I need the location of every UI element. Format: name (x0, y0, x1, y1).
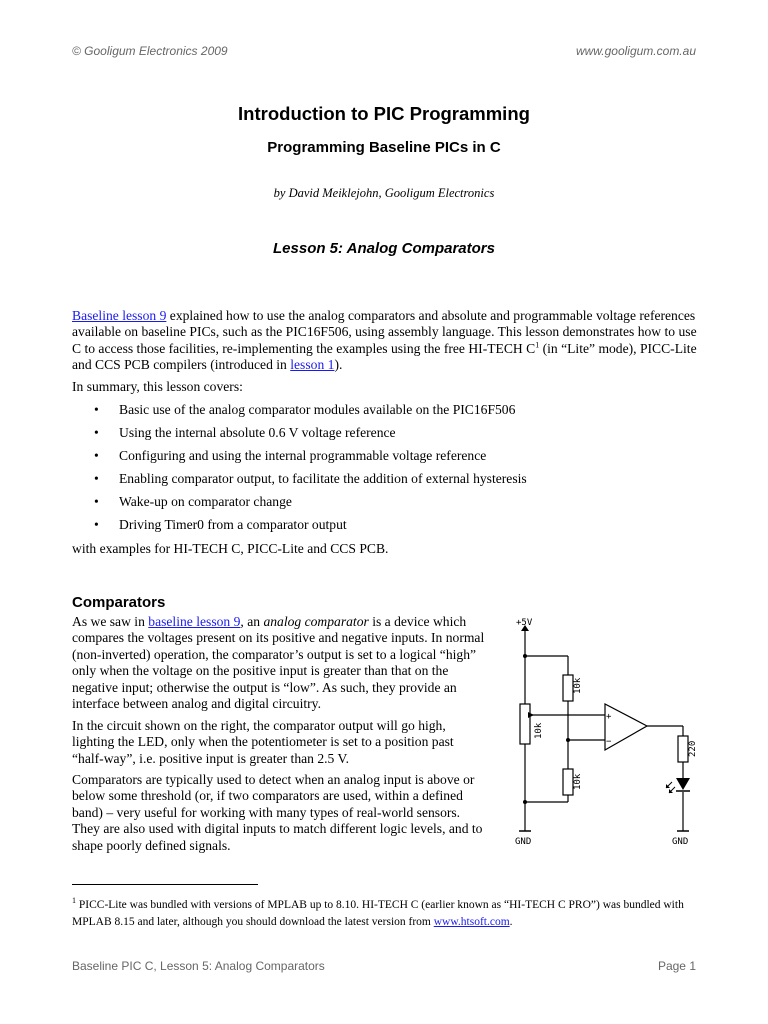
baseline-lesson-9-link-2[interactable]: baseline lesson 9 (148, 614, 241, 629)
intro-text-1: explained how to use the analog comparators and absolute and programmable voltage references available on baseline PICs, such as the PIC16F506, using assembly language. This lesson demonstrates how to use C to access those facilities, re-implementing the examples using the free HI-TECH C (72, 308, 697, 356)
bullet-icon: • (94, 471, 99, 486)
label-r-top: 10k (573, 677, 583, 694)
label-r-bottom: 10k (573, 773, 583, 790)
bullet-icon: • (94, 425, 99, 440)
label-minus: − (606, 737, 612, 747)
resistor-led (678, 736, 688, 762)
intro-paragraph (72, 308, 698, 374)
doc-subtitle: Programming Baseline PICs in C (267, 139, 501, 156)
footnote: $^1$ PICC-Lite was bundled with versions of MPLAB up to 8.10. HI-TECH C (earlier known as “HI-TECH C PRO”) was bundled with MPLAB 8.15 and later, although you should download the latest version from www.htsoft.com. (72, 896, 684, 928)
list-item: • Enabling comparator output, to facilitate the addition of external hysteresis (94, 471, 527, 486)
list-item: • Wake-up on comparator change (94, 494, 292, 509)
doc-title: Introduction to PIC Programming (238, 103, 530, 124)
lesson-title: Lesson 5: Analog Comparators (273, 240, 495, 257)
resistor-top (563, 675, 573, 701)
comparators-paragraph-2: In the circuit shown on the right, the comparator output will go high, lighting the LED, only when the potentiometer is set to a position past “half-way”, i.e. positive input is greater than 2.5 V. (72, 718, 454, 766)
wiper-arrow-icon (528, 712, 534, 718)
list-item: • Basic use of the analog comparator modules available on the PIC16F506 (94, 402, 516, 417)
bullet-icon: • (94, 402, 99, 417)
label-supply: +5V (516, 618, 533, 628)
baseline-lesson-9-link[interactable]: Baseline lesson 9 (72, 308, 167, 323)
footer-title: Baseline PIC C, Lesson 5: Analog Comparators (72, 959, 325, 973)
list-item: • Configuring and using the internal programmable voltage reference (94, 448, 487, 463)
intro-text-2: (in “Lite” mode), PICC-Lite and CCS PCB compilers (introduced in (72, 340, 697, 373)
label-gnd-left: GND (515, 837, 532, 847)
footnote-ref: 1 (535, 340, 540, 350)
summary-closing: with examples for HI-TECH C, PICC-Lite and CCS PCB. (72, 541, 389, 556)
resistor-bottom (563, 769, 573, 795)
header-copyright: © Gooligum Electronics 2009 (72, 44, 228, 58)
label-r-led: 220 (688, 740, 698, 757)
lesson-1-link[interactable]: lesson 1 (290, 357, 335, 373)
label-plus: + (606, 712, 612, 722)
comparators-paragraph-3: Comparators are typically used to detect when an analog input is above or below some threshold (or, if two comparators are used, within a defined band) – very useful for working with many types of real-world sensors. They are also used with digital inputs to match different logic levels, and to shape poorly defined signals. (72, 772, 483, 853)
comparators-paragraph-1: As we saw in baseline lesson 9, an analog comparator is a device which compares the voltages present on its positive and negative inputs. In normal (non-inverted) operation, the comparator’s output is set to a logical “high” only when the voltage on the positive input is greater than that on the negative input; otherwise the output is “low”. As such, they provide an interface between analog and digital circuitry. (72, 614, 485, 712)
list-item: • Driving Timer0 from a comparator output (94, 517, 347, 532)
intro-text-3: ). (334, 357, 343, 373)
footnote-separator (72, 884, 258, 885)
bullet-icon: • (94, 517, 99, 532)
htsoft-link[interactable]: www.htsoft.com (433, 916, 510, 928)
section-heading-comparators: Comparators (72, 594, 166, 611)
summary-lead: In summary, this lesson covers: (72, 379, 243, 394)
led-icon (676, 778, 690, 790)
list-item: • Using the internal absolute 0.6 V voltage reference (94, 425, 396, 440)
potentiometer (520, 704, 530, 744)
header-website: www.gooligum.com.au (575, 44, 696, 58)
bullet-icon: • (94, 448, 99, 463)
footnote-number: 1 (72, 896, 76, 906)
author-line: by David Meiklejohn, Gooligum Electronics (273, 186, 495, 200)
label-gnd-right: GND (672, 837, 689, 847)
comparator-circuit-diagram (500, 612, 710, 848)
label-r-pot: 10k (534, 722, 544, 739)
bullet-icon: • (94, 494, 99, 509)
page-number: Page 1 (657, 959, 696, 973)
